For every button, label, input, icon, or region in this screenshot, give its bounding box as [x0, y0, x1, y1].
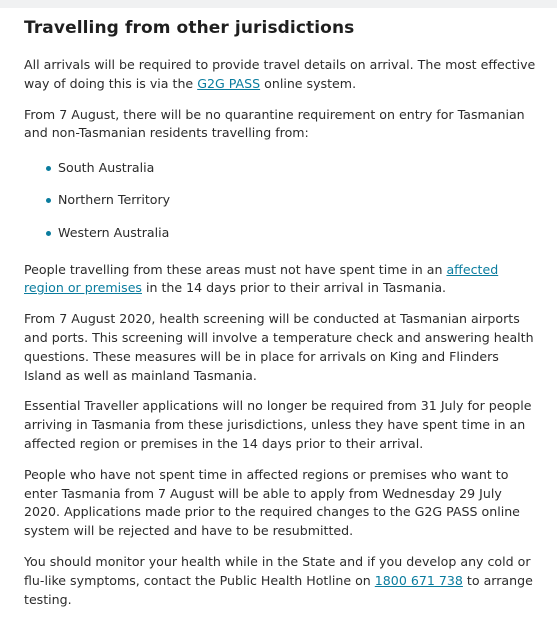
affected-text: People travelling from these areas must not have spent time in an: [24, 261, 447, 277]
list-item: [46, 159, 539, 178]
essential-traveller-paragraph: Essential Traveller applications will no longer be required from 31 July for people arriving in Tasmania from these jurisdictions, unless they have spent time in an affected region or premises in the 14 days prior to their arrival.: [24, 398, 532, 451]
region-label: Western Australia: [58, 224, 170, 240]
affected-text-end: in the 14 days prior to their arrival in Tasmania.: [142, 280, 447, 296]
applications-paragraph: People who have not spent time in affected regions or premises who want to enter Tasmania from 7 August will be able to apply from Wednesday 29 July 2020. Applications made prior to the required changes to the G2G PASS online system will be rejected and have to be resubmitted.: [24, 466, 520, 539]
arrivals-paragraph: [24, 56, 539, 94]
quarantine-paragraph: From 7 August, there will be no quarantine requirement on entry for Tasmanian and non-Tasmanian residents travelling from:: [24, 106, 525, 141]
section-heading: Travelling from other jurisdictions: [24, 18, 355, 38]
hotline-phone-link[interactable]: 1800 671 738: [374, 572, 463, 588]
hotline-text-end: to arrange testing.: [24, 572, 533, 607]
list-item: [46, 224, 539, 243]
bullet-icon: [46, 198, 51, 203]
health-screening-paragraph: From 7 August 2020, health screening will be conducted at Tasmanian airports and ports. This screening will involve a temperature check and answering health questions. These measures will be in place for arrivals on King and Flinders Island as well as mainland Tasmania.: [24, 311, 534, 383]
arrivals-text: All arrivals will be required to provide travel details on arrival. The most effective way of doing this is via the: [24, 57, 536, 91]
bullet-icon: [46, 231, 51, 236]
hotline-text: You should monitor your health while in the State and if you develop any cold or flu-like symptoms, contact the Public Health Hotline on: [24, 553, 531, 588]
arrivals-text-end: online system.: [260, 75, 357, 91]
top-strip: [0, 0, 557, 8]
main-content: [0, 8, 557, 609]
hotline-paragraph: [24, 553, 539, 609]
region-label: South Australia: [58, 160, 155, 176]
affected-region-link[interactable]: affected region or premises: [24, 261, 499, 296]
list-item: [46, 191, 539, 210]
g2g-pass-link[interactable]: G2G PASS: [197, 75, 261, 91]
bullet-icon: [46, 166, 51, 171]
affected-region-paragraph: [24, 261, 539, 299]
regions-list: [24, 159, 539, 242]
region-label: Northern Territory: [58, 192, 171, 208]
